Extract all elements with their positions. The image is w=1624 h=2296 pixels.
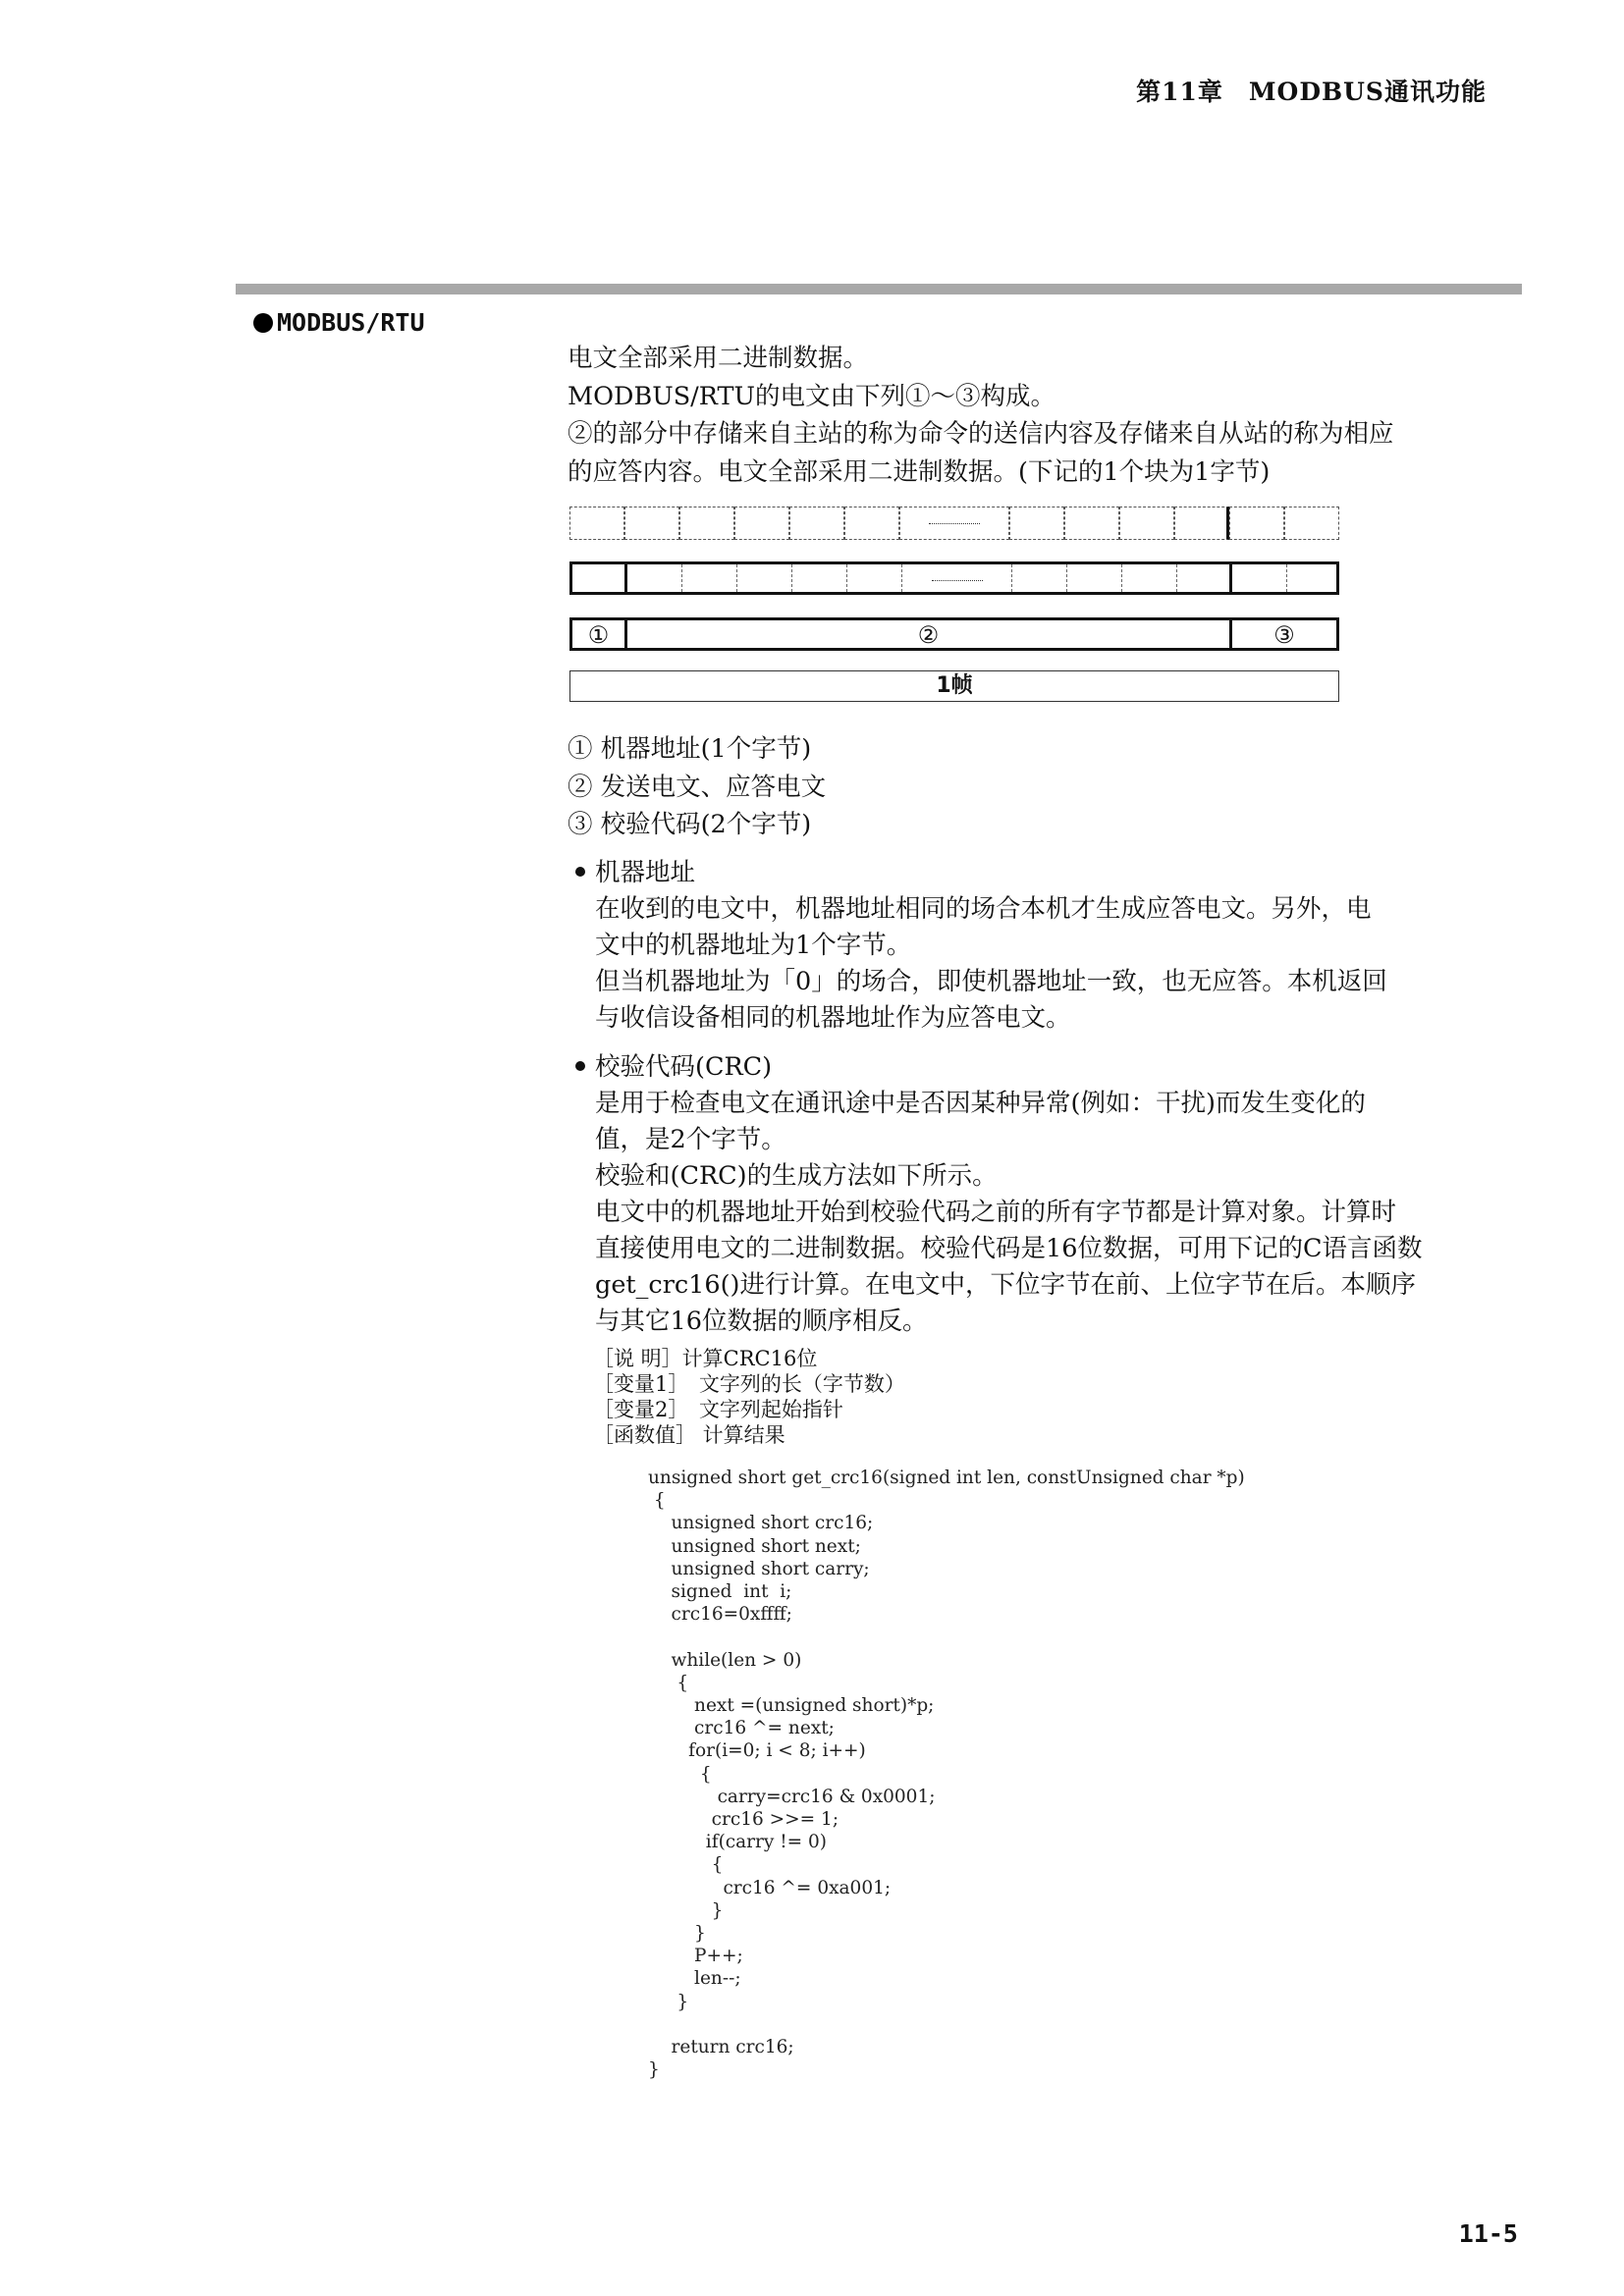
byte-cell xyxy=(1064,507,1119,540)
intro-line: 的应答内容。电文全部采用二进制数据。(下记的1个块为1字节) xyxy=(568,456,1271,487)
crc-section xyxy=(568,1049,1500,1340)
part-checksum: ③ xyxy=(1273,621,1295,649)
address-line: 与收信设备相同的机器地址作为应答电文。 xyxy=(595,1003,1071,1033)
spec-line: ［变量2］ 文字列起始指针 xyxy=(593,1398,843,1421)
byte-cell xyxy=(1284,507,1339,540)
frame-label-box: 1帧 xyxy=(569,670,1339,702)
legend-item: ③ 校验代码(2个字节) xyxy=(568,810,812,839)
chapter-header: 第11章 MODBUS通讯功能 xyxy=(1136,78,1487,106)
byte-cell xyxy=(682,564,737,592)
byte-ellipsis-cell xyxy=(899,507,1009,540)
byte-cell xyxy=(1009,507,1064,540)
ellipsis-mark xyxy=(932,580,983,581)
byte-ellipsis-cell xyxy=(902,564,1012,592)
intro-paragraph xyxy=(568,340,1490,491)
byte-row-grouped xyxy=(569,561,1339,595)
spec-line: ［说 明］计算CRC16位 xyxy=(593,1347,818,1370)
address-line: 文中的机器地址为1个字节。 xyxy=(595,931,912,960)
byte-cell xyxy=(734,507,789,540)
crc-heading xyxy=(568,1049,1500,1086)
byte-cell xyxy=(1119,507,1174,540)
crc-line: 电文中的机器地址开始到校验代码之前的所有字节都是计算对象。计算时 xyxy=(595,1198,1397,1227)
section-divider xyxy=(236,284,1522,294)
byte-cell xyxy=(627,564,682,592)
address-heading-text: 机器地址 xyxy=(595,858,696,887)
byte-cell xyxy=(1122,564,1177,592)
byte-cell xyxy=(737,564,792,592)
part-address: ① xyxy=(572,620,627,648)
byte-cell xyxy=(844,507,899,540)
intro-line: MODBUS/RTU的电文由下列①～③构成。 xyxy=(568,381,1056,411)
frame-parts-row xyxy=(569,617,1339,651)
part-message: ② xyxy=(627,620,1232,648)
bullet-icon xyxy=(253,313,273,333)
intro-line: 电文全部采用二进制数据。 xyxy=(568,344,869,373)
crc16-code-listing: unsigned short get_crc16(signed int len, constUnsigned char *p) { unsigned short crc16; unsigned short next; unsigned short carry; signed int i; crc16=0xffff; while(len > 0) { next =(unsigned short)*p; crc16 ^= next; for(i=0; i < 8; i++) { carry=crc16 & 0x0001; crc16 >>= 1; if(carry != 0) { crc16 ^= 0xa001; } } P++; len--; } return crc16; } xyxy=(648,1468,1245,2081)
address-body xyxy=(568,891,1500,1037)
ellipsis-mark xyxy=(929,523,980,524)
byte-cell xyxy=(847,564,902,592)
address-line: 在收到的电文中，机器地址相同的场合本机才生成应答电文。另外，电 xyxy=(595,894,1372,924)
spec-line: ［变量1］ 文字列的长（字节数） xyxy=(593,1372,905,1396)
section-heading xyxy=(253,308,425,337)
crc-line: 与其它16位数据的顺序相反。 xyxy=(595,1307,928,1336)
byte-cell xyxy=(789,507,844,540)
byte-cell xyxy=(1067,564,1122,592)
bullet-icon xyxy=(575,867,585,877)
byte-cell xyxy=(792,564,847,592)
crc-line: 是用于检查电文在通讯途中是否因某种异常(例如：干扰)而发生变化的 xyxy=(595,1089,1366,1118)
byte-cell xyxy=(1287,564,1336,592)
byte-cell xyxy=(679,507,734,540)
crc-line: 校验和(CRC)的生成方法如下所示。 xyxy=(595,1161,998,1191)
byte-cell xyxy=(1012,564,1067,592)
intro-line: ②的部分中存储来自主站的称为命令的送信内容及存储来自从站的称为相应 xyxy=(568,419,1394,449)
spec-line: ［函数值］ 计算结果 xyxy=(593,1423,785,1447)
byte-row-dashed xyxy=(569,507,1339,540)
bullet-icon xyxy=(575,1061,585,1071)
function-spec xyxy=(593,1346,905,1448)
byte-cell xyxy=(624,507,679,540)
page-number: 11-5 xyxy=(1458,2219,1518,2248)
address-line: 但当机器地址为「0」的场合，即使机器地址一致，也无应答。本机返回 xyxy=(595,967,1387,996)
crc-line: 直接使用电文的二进制数据。校验代码是16位数据，可用下记的C语言函数 xyxy=(595,1234,1423,1263)
legend-item: ① 机器地址(1个字节) xyxy=(568,734,812,764)
crc-heading-text: 校验代码(CRC) xyxy=(595,1052,773,1082)
byte-cell xyxy=(572,564,627,592)
byte-cell xyxy=(1229,507,1284,540)
crc-line: get_crc16()进行计算。在电文中，下位字节在前、上位字节在后。本顺序 xyxy=(595,1270,1417,1300)
byte-cell xyxy=(569,507,624,540)
byte-cell xyxy=(1177,564,1232,592)
section-title-text: MODBUS/RTU xyxy=(277,308,425,337)
frame-legend xyxy=(568,730,826,844)
address-heading xyxy=(568,855,1500,891)
legend-item: ② 发送电文、应答电文 xyxy=(568,772,827,802)
byte-cell xyxy=(1174,507,1229,540)
byte-cell xyxy=(1232,564,1287,592)
crc-body xyxy=(568,1086,1500,1340)
address-section xyxy=(568,855,1500,1037)
crc-line: 值，是2个字节。 xyxy=(595,1125,786,1154)
